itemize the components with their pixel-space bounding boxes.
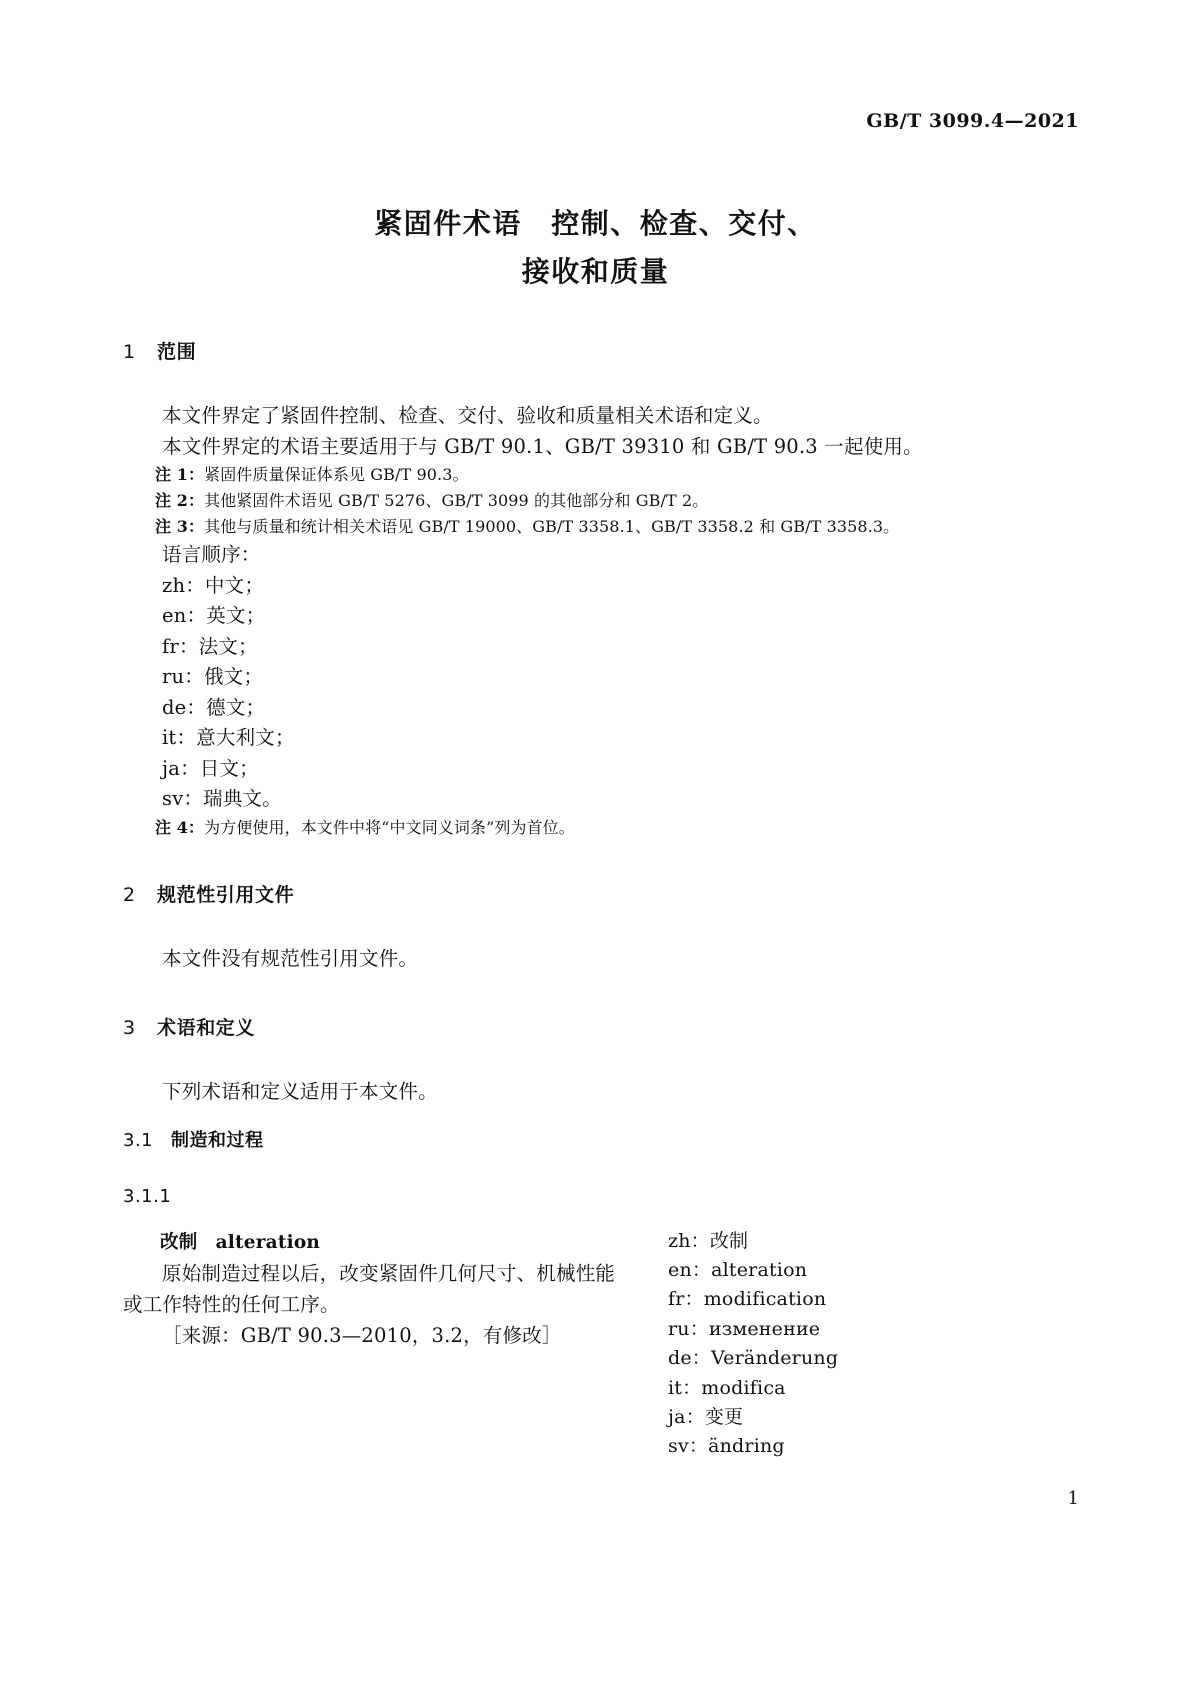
clause-2-title: 规范性引用文件 [157, 883, 295, 906]
term-lang-de: de：Veränderung [668, 1347, 839, 1370]
language-item-it: it：意大利文； [162, 726, 295, 749]
clause-3-number: 3 [123, 1016, 136, 1039]
term-definition-block [123, 1227, 683, 1351]
term-definition-line-1: 原始制造过程以后，改变紧固件几何尺寸、机械性能 [162, 1261, 616, 1285]
term-headword-zh: 改制 [160, 1231, 198, 1253]
clause-1-paragraph-1: 本文件界定了紧固件控制、检查、交付、验收和质量相关术语和定义。 [162, 404, 773, 427]
term-lang-zh: zh：改制 [668, 1229, 749, 1252]
note-4-label: 注 4： [155, 817, 205, 837]
term-headword [123, 1227, 683, 1258]
note-2-text: 其他紧固件术语见 GB/T 5276、GB/T 3099 的其他部分和 GB/T 2。 [204, 491, 709, 510]
clause-1-number: 1 [123, 341, 136, 363]
clause-2-paragraph-1: 本文件没有规范性引用文件。 [162, 946, 419, 970]
clause-heading-3 [123, 1014, 1068, 1042]
term-lang-ja: ja：变更 [668, 1405, 744, 1428]
clause-1-title: 范围 [157, 341, 197, 363]
standard-number: GB/T 3099.4—2021 [866, 110, 1079, 132]
term-lang-it: it：modifica [668, 1376, 786, 1399]
clause-1-paragraph-2: 本文件界定的术语主要适用于与 GB/T 90.1、GB/T 39310 和 GB/T 90.3 一起使用。 [162, 435, 923, 458]
term-lang-fr: fr：modification [668, 1288, 827, 1311]
clause-heading-2 [123, 881, 1068, 909]
term-lang-en: en：alteration [668, 1258, 808, 1281]
language-item-ja: ja：日文； [162, 756, 259, 780]
term-language-column [668, 1227, 1058, 1462]
clause-3-1-number: 3.1 [123, 1129, 154, 1151]
clause-heading-1 [123, 338, 1068, 366]
running-header [0, 110, 1079, 132]
term-lang-ru: ru：изменение [668, 1317, 821, 1340]
clause-1-note-1 [123, 462, 1068, 488]
language-item-ru: ru：俄文； [162, 665, 264, 688]
page-title [0, 200, 1191, 296]
term-headword-en: alteration [215, 1231, 321, 1253]
page-title-line-2: 接收和质量 [521, 255, 670, 288]
clause-3-1-title: 制造和过程 [171, 1129, 264, 1151]
page-title-line-1: 紧固件术语 控制、检查、交付、 [374, 207, 817, 240]
language-item-sv: sv：瑞典文。 [162, 787, 282, 810]
language-item-fr: fr：法文； [162, 634, 258, 658]
language-order-label: 语言顺序： [162, 543, 261, 566]
note-3-text: 其他与质量和统计相关术语见 GB/T 19000、GB/T 3358.1、GB/T 3358.2 和 GB/T 3358.3。 [204, 517, 900, 536]
term-definition-line-2: 或工作特性的任何工序。 [123, 1292, 340, 1316]
language-item-en: en：英文； [162, 604, 266, 627]
note-3-label: 注 3： [155, 517, 205, 536]
clause-1-note-2 [123, 488, 1068, 514]
note-4-text: 为方便使用，本文件中将“中文同义词条”列为首位。 [204, 817, 575, 837]
page-number: 1 [1067, 1488, 1079, 1509]
language-item-zh: zh：中文； [162, 573, 265, 597]
term-entry-3-1-1 [123, 1227, 1068, 1458]
clause-3-title: 术语和定义 [157, 1016, 256, 1039]
note-2-label: 注 2： [155, 491, 205, 510]
note-1-label: 注 1： [155, 465, 205, 484]
clause-heading-3-1 [123, 1127, 1068, 1155]
document-body [123, 338, 1068, 1458]
clause-3-paragraph-1: 下列术语和定义适用于本文件。 [162, 1079, 438, 1103]
clause-1-note-4 [123, 815, 1068, 841]
clause-2-number: 2 [123, 883, 136, 906]
language-item-de: de：德文； [162, 695, 266, 719]
term-source-reference: ［来源：GB/T 90.3—2010，3.2，有修改］ [162, 1323, 562, 1347]
term-lang-sv: sv：ändring [668, 1435, 785, 1458]
note-1-text: 紧固件质量保证体系见 GB/T 90.3。 [204, 465, 469, 484]
clause-1-note-3 [123, 514, 1068, 540]
term-number-3-1-1: 3.1.1 [123, 1185, 172, 1207]
